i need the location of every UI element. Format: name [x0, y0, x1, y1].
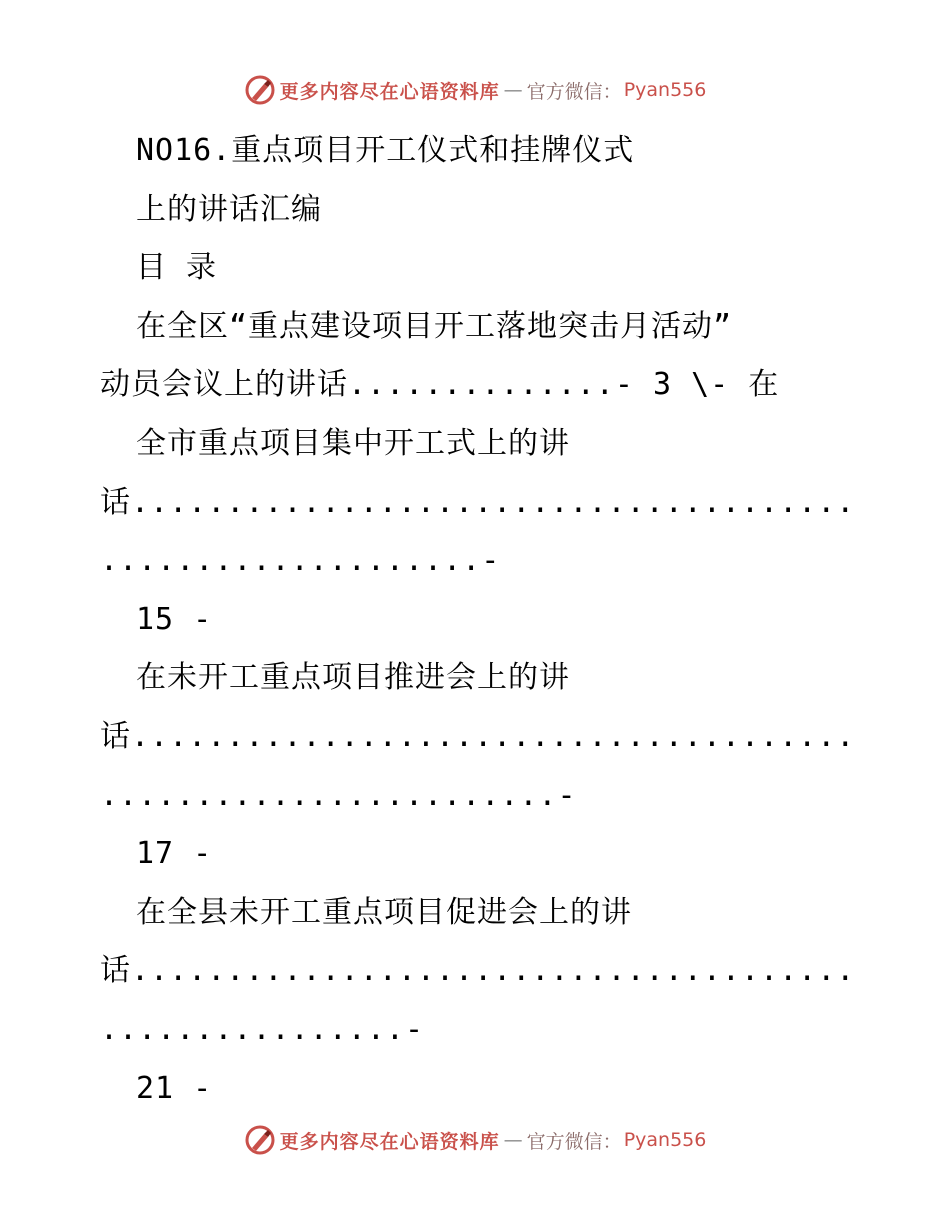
toc-entry-1-leader: 动员会议上的讲话..............- 3 \- 在	[100, 367, 780, 403]
document-title-line-2: 上的讲话汇编	[136, 191, 322, 227]
document-title-line-1: NO16.重点项目开工仪式和挂牌仪式	[136, 133, 635, 168]
toc-entry-3-page: 17 -	[136, 836, 213, 872]
toc-entry-2-leader-cont: ....................-	[100, 543, 501, 579]
watermark-brand: 更多内容尽在心语资料库	[279, 80, 500, 103]
toc-entry-1-title: 在全区“重点建设项目开工落地突击月活动”	[136, 308, 733, 344]
toc-entry-3-leader-cont: ........................-	[100, 777, 577, 813]
document-body	[100, 122, 860, 1118]
toc-entry-3-title: 在未开工重点项目推进会上的讲	[136, 660, 570, 696]
pen-logo-icon	[244, 74, 276, 106]
toc-entry-4-leader-cont: ................-	[100, 1011, 425, 1047]
watermark-separator: —	[503, 1129, 523, 1151]
watermark-header	[0, 70, 950, 110]
toc-heading: 目 录	[136, 250, 218, 286]
watermark-wechat-label: 官方微信：	[526, 80, 622, 103]
watermark-footer	[0, 1120, 950, 1160]
toc-entry-3-leader: 话......................................	[100, 718, 856, 754]
pen-logo-icon	[244, 1124, 276, 1156]
watermark-brand: 更多内容尽在心语资料库	[279, 1130, 500, 1153]
watermark-separator: —	[503, 79, 523, 101]
toc-entry-2-title: 全市重点项目集中开工式上的讲	[136, 425, 570, 461]
toc-entry-2-leader: 话......................................	[100, 484, 856, 520]
watermark-wechat-id: Pyan556	[623, 1129, 707, 1151]
toc-entry-4-page: 21 -	[136, 1070, 213, 1106]
toc-entry-4-title: 在全县未开工重点项目促进会上的讲	[136, 894, 632, 930]
watermark-wechat-id: Pyan556	[623, 79, 707, 101]
watermark-wechat-label: 官方微信：	[526, 1130, 622, 1153]
toc-entry-2-page: 15 -	[136, 601, 213, 637]
toc-entry-4-leader: 话......................................	[100, 953, 856, 989]
